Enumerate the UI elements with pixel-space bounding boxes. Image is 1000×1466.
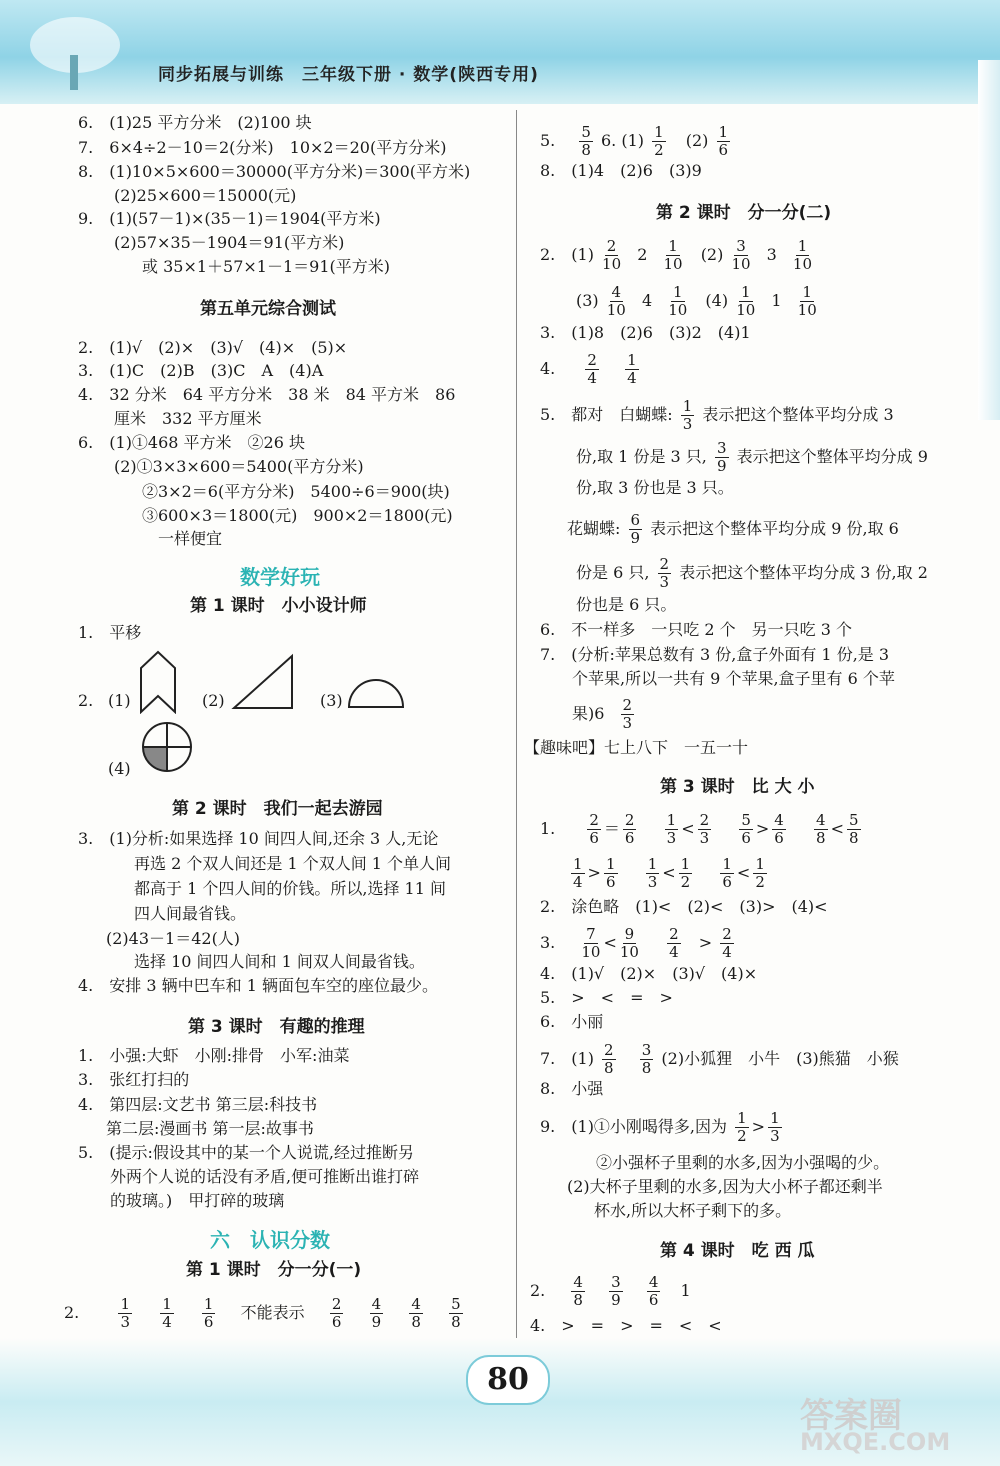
tree-illustration-icon — [20, 10, 130, 95]
fraction: $\frac{2}{10}$ — [602, 237, 622, 273]
book-title: 同步拓展与训练 三年级下册 · 数学(陕西专用) — [158, 65, 539, 85]
answer-line: 2. — [78, 691, 94, 710]
semicircle-shape-icon — [346, 676, 406, 710]
fraction: $\frac{4}{8}$ — [573, 1273, 583, 1309]
fraction: $\frac{7}{10}$ — [581, 925, 601, 961]
answer-line: 3. $\frac{7}{10}$ < $\frac{9}{10}$ $\frac{2}{4}$ > $\frac{2}{4}$ — [540, 925, 732, 961]
fraction: $\frac{2}{6}$ — [624, 811, 635, 847]
answer-line: 8. (1)10×5×600＝30000(平方分米)＝300(平方米) — [78, 162, 471, 181]
fraction: $\frac{2}{4}$ — [587, 351, 597, 387]
fraction: $\frac{4}{8}$ — [411, 1295, 421, 1331]
answer-line: 2. $\frac{4}{8}$ $\frac{3}{9}$ $\frac{4}{6}$ 1 — [530, 1273, 691, 1309]
fraction: $\frac{2}{3}$ — [659, 555, 670, 591]
lesson-heading: 第 2 课时 我们一起去游园 — [172, 799, 383, 819]
fraction: $\frac{1}{3}$ — [647, 855, 658, 891]
answer-line: 4. 安排 3 辆中巴车和 1 辆面包车空的座位最少。 — [78, 976, 438, 995]
fraction: $\frac{3}{9}$ — [611, 1273, 621, 1309]
answer-line: 选择 10 间四人间和 1 间双人间最省钱。 — [134, 952, 425, 971]
lesson-heading: 第 4 课时 吃 西 瓜 — [660, 1241, 815, 1261]
fraction: $\frac{1}{6}$ — [718, 123, 729, 159]
answer-line: 再选 2 个双人间还是 1 个双人间 1 个单人间 — [134, 854, 452, 873]
fraction: $\frac{4}{10}$ — [606, 283, 626, 319]
watermark-url: MXQE.COM — [800, 1428, 951, 1456]
lesson-heading: 第 1 课时 小小设计师 — [190, 596, 367, 616]
answer-line: 7. (1) $\frac{2}{8}$ $\frac{3}{8}$ (2)小狐狸 小牛 (3)熊猫 小猴 — [540, 1041, 899, 1077]
header-banner — [0, 0, 1000, 104]
fraction: $\frac{1}{4}$ — [627, 351, 637, 387]
lesson-heading: 第 3 课时 比 大 小 — [660, 777, 815, 797]
answer-line: 【趣味吧】七上八下 一五一十 — [524, 738, 749, 757]
answer-line: 6. 小丽 — [540, 1012, 604, 1031]
answer-line: 一样便宜 — [158, 529, 223, 548]
answer-line: (2)57×35－1904＝91(平方米) — [114, 233, 345, 252]
watermark-logo: 答案圈 — [800, 1396, 902, 1436]
fraction: $\frac{2}{8}$ — [604, 1041, 614, 1077]
answer-line: 4. 第四层:文艺书 第三层:科技书 — [78, 1095, 318, 1114]
lesson-heading: 第 1 课时 分一分(一) — [186, 1260, 362, 1280]
answer-line: (2)43－1＝42(人) — [106, 929, 241, 948]
lesson-heading: 第 2 课时 分一分(二) — [656, 203, 832, 223]
answer-line: 厘米 332 平方厘米 — [114, 409, 262, 428]
fraction: $\frac{1}{3}$ — [666, 811, 677, 847]
answer-line: (4) — [108, 759, 131, 778]
fraction: $\frac{4}{6}$ — [774, 811, 784, 847]
answer-line: 6. (1)25 平方分米 (2)100 块 — [78, 113, 312, 132]
triangle-shape-icon — [230, 652, 296, 712]
fraction: $\frac{3}{8}$ — [641, 1041, 652, 1077]
answer-line: 个苹果,所以一共有 9 个苹果,盒子里有 6 个苹 — [572, 669, 895, 688]
answer-line: 1. $\frac{2}{6}$ ＝ $\frac{2}{6}$ $\frac{1}{3}$ < $\frac{2}{3}$ $\frac{5}{6}$ > $\frac{4}{6}$ $\frac{4}{8}$ < $\frac{5}{8}$ — [540, 811, 859, 847]
fraction: $\frac{1}{6}$ — [203, 1295, 214, 1331]
answer-line: 2. (1)√ (2)× (3)√ (4)× (5)× — [78, 338, 348, 357]
pentagon-shape-icon — [138, 650, 178, 714]
fraction: $\frac{1}{3}$ — [120, 1295, 130, 1331]
fraction: $\frac{3}{9}$ — [716, 439, 727, 475]
fraction: $\frac{2}{4}$ — [722, 925, 732, 961]
answer-line: 9. (1)(57－1)×(35－1)＝1904(平方米) — [78, 209, 381, 228]
answer-line: 1. 小强:大虾 小刚:排骨 小军:油菜 — [78, 1046, 350, 1065]
answer-line: 份也是 6 只。 — [576, 595, 677, 614]
fraction: $\frac{1}{3}$ — [770, 1109, 780, 1145]
answer-line: 6. (1)①468 平方米 ②26 块 — [78, 433, 306, 452]
fraction: $\frac{1}{10}$ — [797, 283, 817, 319]
page-number: 80 — [466, 1355, 550, 1405]
answer-line: 花蝴蝶: $\frac{6}{9}$ 表示把这个整体平均分成 9 份,取 6 — [567, 511, 899, 547]
fraction: $\frac{1}{10}$ — [792, 237, 813, 273]
answer-line: 8. 小强 — [540, 1079, 604, 1098]
answer-line: 3. 张红打扫的 — [78, 1070, 190, 1089]
fraction: $\frac{1}{2}$ — [755, 855, 765, 891]
answer-line: (2)①3×3×600＝5400(平方分米) — [114, 457, 364, 476]
answer-line: 3. (1)分析:如果选择 10 间四人间,还余 3 人,无论 — [78, 829, 439, 848]
fraction: $\frac{1}{6}$ — [722, 855, 732, 891]
answer-line: 5. > < = > — [540, 988, 673, 1007]
chapter-heading: 六 认识分数 — [210, 1228, 330, 1252]
fraction: $\frac{2}{3}$ — [699, 811, 710, 847]
column-divider — [516, 110, 517, 1340]
answer-line: 四人间最省钱。 — [134, 904, 247, 923]
item-number: 2. — [64, 1303, 80, 1322]
answer-line: (3) $\frac{4}{10}$ 4 $\frac{1}{10}$ (4) $\frac{1}{10}$ 1 $\frac{1}{10}$ — [576, 283, 817, 319]
answer-line: 份,取 3 份也是 3 只。 — [576, 478, 734, 497]
answer-line: (2)大杯子里剩的水多,因为大小杯子都还剩半 — [567, 1177, 883, 1196]
answer-line — [64, 1296, 466, 1331]
section-heading: 第五单元综合测试 — [200, 299, 336, 319]
fraction: $\frac{1}{6}$ — [605, 855, 616, 891]
answer-text: 不能表示 — [240, 1303, 305, 1322]
answer-line: 果)6 $\frac{2}{3}$ — [572, 696, 633, 732]
fraction: $\frac{1}{10}$ — [663, 237, 683, 273]
fraction: $\frac{5}{8}$ — [451, 1295, 461, 1331]
answer-line: 5. 都对 白蝴蝶: $\frac{1}{3}$ 表示把这个整体平均分成 3 — [540, 397, 894, 433]
fraction: $\frac{3}{10}$ — [731, 237, 751, 273]
answer-line: (1) — [108, 691, 131, 710]
answer-line: (2)25×600＝15000(元) — [114, 186, 297, 205]
fraction: $\frac{4}{6}$ — [648, 1273, 659, 1309]
fraction: $\frac{2}{3}$ — [622, 696, 633, 732]
fraction: $\frac{2}{4}$ — [669, 925, 679, 961]
answer-line: 都高于 1 个四人间的价钱。所以,选择 11 间 — [134, 879, 446, 898]
answer-line: 2. (1) $\frac{2}{10}$ 2 $\frac{1}{10}$ (2) $\frac{3}{10}$ 3 $\frac{1}{10}$ — [540, 237, 813, 273]
fraction: $\frac{1}{4}$ — [162, 1295, 172, 1331]
fraction: $\frac{5}{6}$ — [741, 811, 751, 847]
fraction: $\frac{2}{6}$ — [331, 1295, 342, 1331]
fraction: $\frac{2}{6}$ — [589, 811, 599, 847]
answer-line: ②3×2＝6(平方分米) 5400÷6＝900(块) — [142, 482, 450, 501]
fraction: $\frac{4}{9}$ — [371, 1295, 382, 1331]
answer-line: 4. $\frac{2}{4}$ $\frac{1}{4}$ — [540, 351, 637, 387]
answer-line: 4. 32 分米 64 平方分米 38 米 84 平方米 86 — [78, 385, 456, 404]
answer-line: 6. 不一样多 一只吃 2 个 另一只吃 3 个 — [540, 620, 852, 639]
fraction: $\frac{1}{4}$ — [573, 855, 583, 891]
fraction: $\frac{1}{2}$ — [654, 123, 664, 159]
answer-line: 9. (1)①小刚喝得多,因为 $\frac{1}{2}$ > $\frac{1}{3}$ — [540, 1109, 780, 1145]
answer-line: 5. $\frac{5}{8}$ 6. (1) $\frac{1}{2}$ (2) $\frac{1}{6}$ — [540, 123, 729, 159]
answer-line: ③600×3＝1800(元) 900×2＝1800(元) — [142, 506, 453, 525]
answer-line: 份是 6 只, $\frac{2}{3}$ 表示把这个整体平均分成 3 份,取 2 — [576, 555, 928, 591]
fraction: $\frac{9}{10}$ — [619, 925, 639, 961]
fraction: $\frac{4}{8}$ — [816, 811, 826, 847]
answer-line: 杯水,所以大杯子剩下的多。 — [594, 1201, 792, 1220]
answer-line: 7. (分析:苹果总数有 3 份,盒子外面有 1 份,是 3 — [540, 645, 890, 664]
lesson-heading: 第 3 课时 有趣的推理 — [188, 1017, 365, 1037]
answer-line: ②小强杯子里剩的水多,因为小强喝的少。 — [596, 1153, 890, 1172]
circle-quarters-icon — [140, 720, 194, 774]
answer-line: (2) — [202, 691, 225, 710]
fraction: $\frac{6}{9}$ — [630, 511, 641, 547]
fraction: $\frac{5}{8}$ — [581, 123, 591, 159]
fraction: $\frac{1}{3}$ — [682, 397, 693, 433]
fraction: $\frac{1}{10}$ — [668, 283, 688, 319]
section-heading: 数学好玩 — [240, 565, 320, 589]
fraction: $\frac{1}{2}$ — [737, 1109, 747, 1145]
side-decoration — [978, 60, 1000, 420]
answer-line: 或 35×1＋57×1－1＝91(平方米) — [142, 257, 391, 276]
answer-line: 的玻璃。) 甲打碎的玻璃 — [110, 1191, 285, 1210]
answer-line: 2. 涂色略 (1)< (2)< (3)> (4)< — [540, 897, 828, 916]
fraction: $\frac{1}{2}$ — [680, 855, 691, 891]
answer-line: $\frac{1}{4}$ > $\frac{1}{6}$ $\frac{1}{3}$ < $\frac{1}{2}$ $\frac{1}{6}$ < $\frac{1}{2}$ — [573, 855, 765, 891]
answer-line: 7. 6×4÷2－10＝2(分米) 10×2＝20(平方分米) — [78, 138, 447, 157]
answer-line: 第二层:漫画书 第一层:故事书 — [106, 1119, 314, 1138]
answer-line: 份,取 1 份是 3 只, $\frac{3}{9}$ 表示把这个整体平均分成 9 — [576, 439, 928, 475]
answer-line: 4. (1)√ (2)× (3)√ (4)× — [540, 964, 758, 983]
fraction: $\frac{1}{10}$ — [736, 283, 756, 319]
answer-line: 4. > = > = < < — [530, 1316, 722, 1335]
answer-line: 外两个人说的话没有矛盾,便可推断出谁打碎 — [110, 1167, 420, 1186]
answer-line: (3) — [320, 691, 343, 710]
fraction: $\frac{5}{8}$ — [848, 811, 859, 847]
answer-line: 8. (1)4 (2)6 (3)9 — [540, 161, 702, 180]
answer-line: 3. (1)8 (2)6 (3)2 (4)1 — [540, 323, 751, 342]
answer-line: 3. (1)C (2)B (3)C A (4)A — [78, 361, 324, 380]
answer-line: 1. 平移 — [78, 623, 142, 642]
answer-line: 5. (提示:假设其中的某一个人说谎,经过推断另 — [78, 1143, 414, 1162]
